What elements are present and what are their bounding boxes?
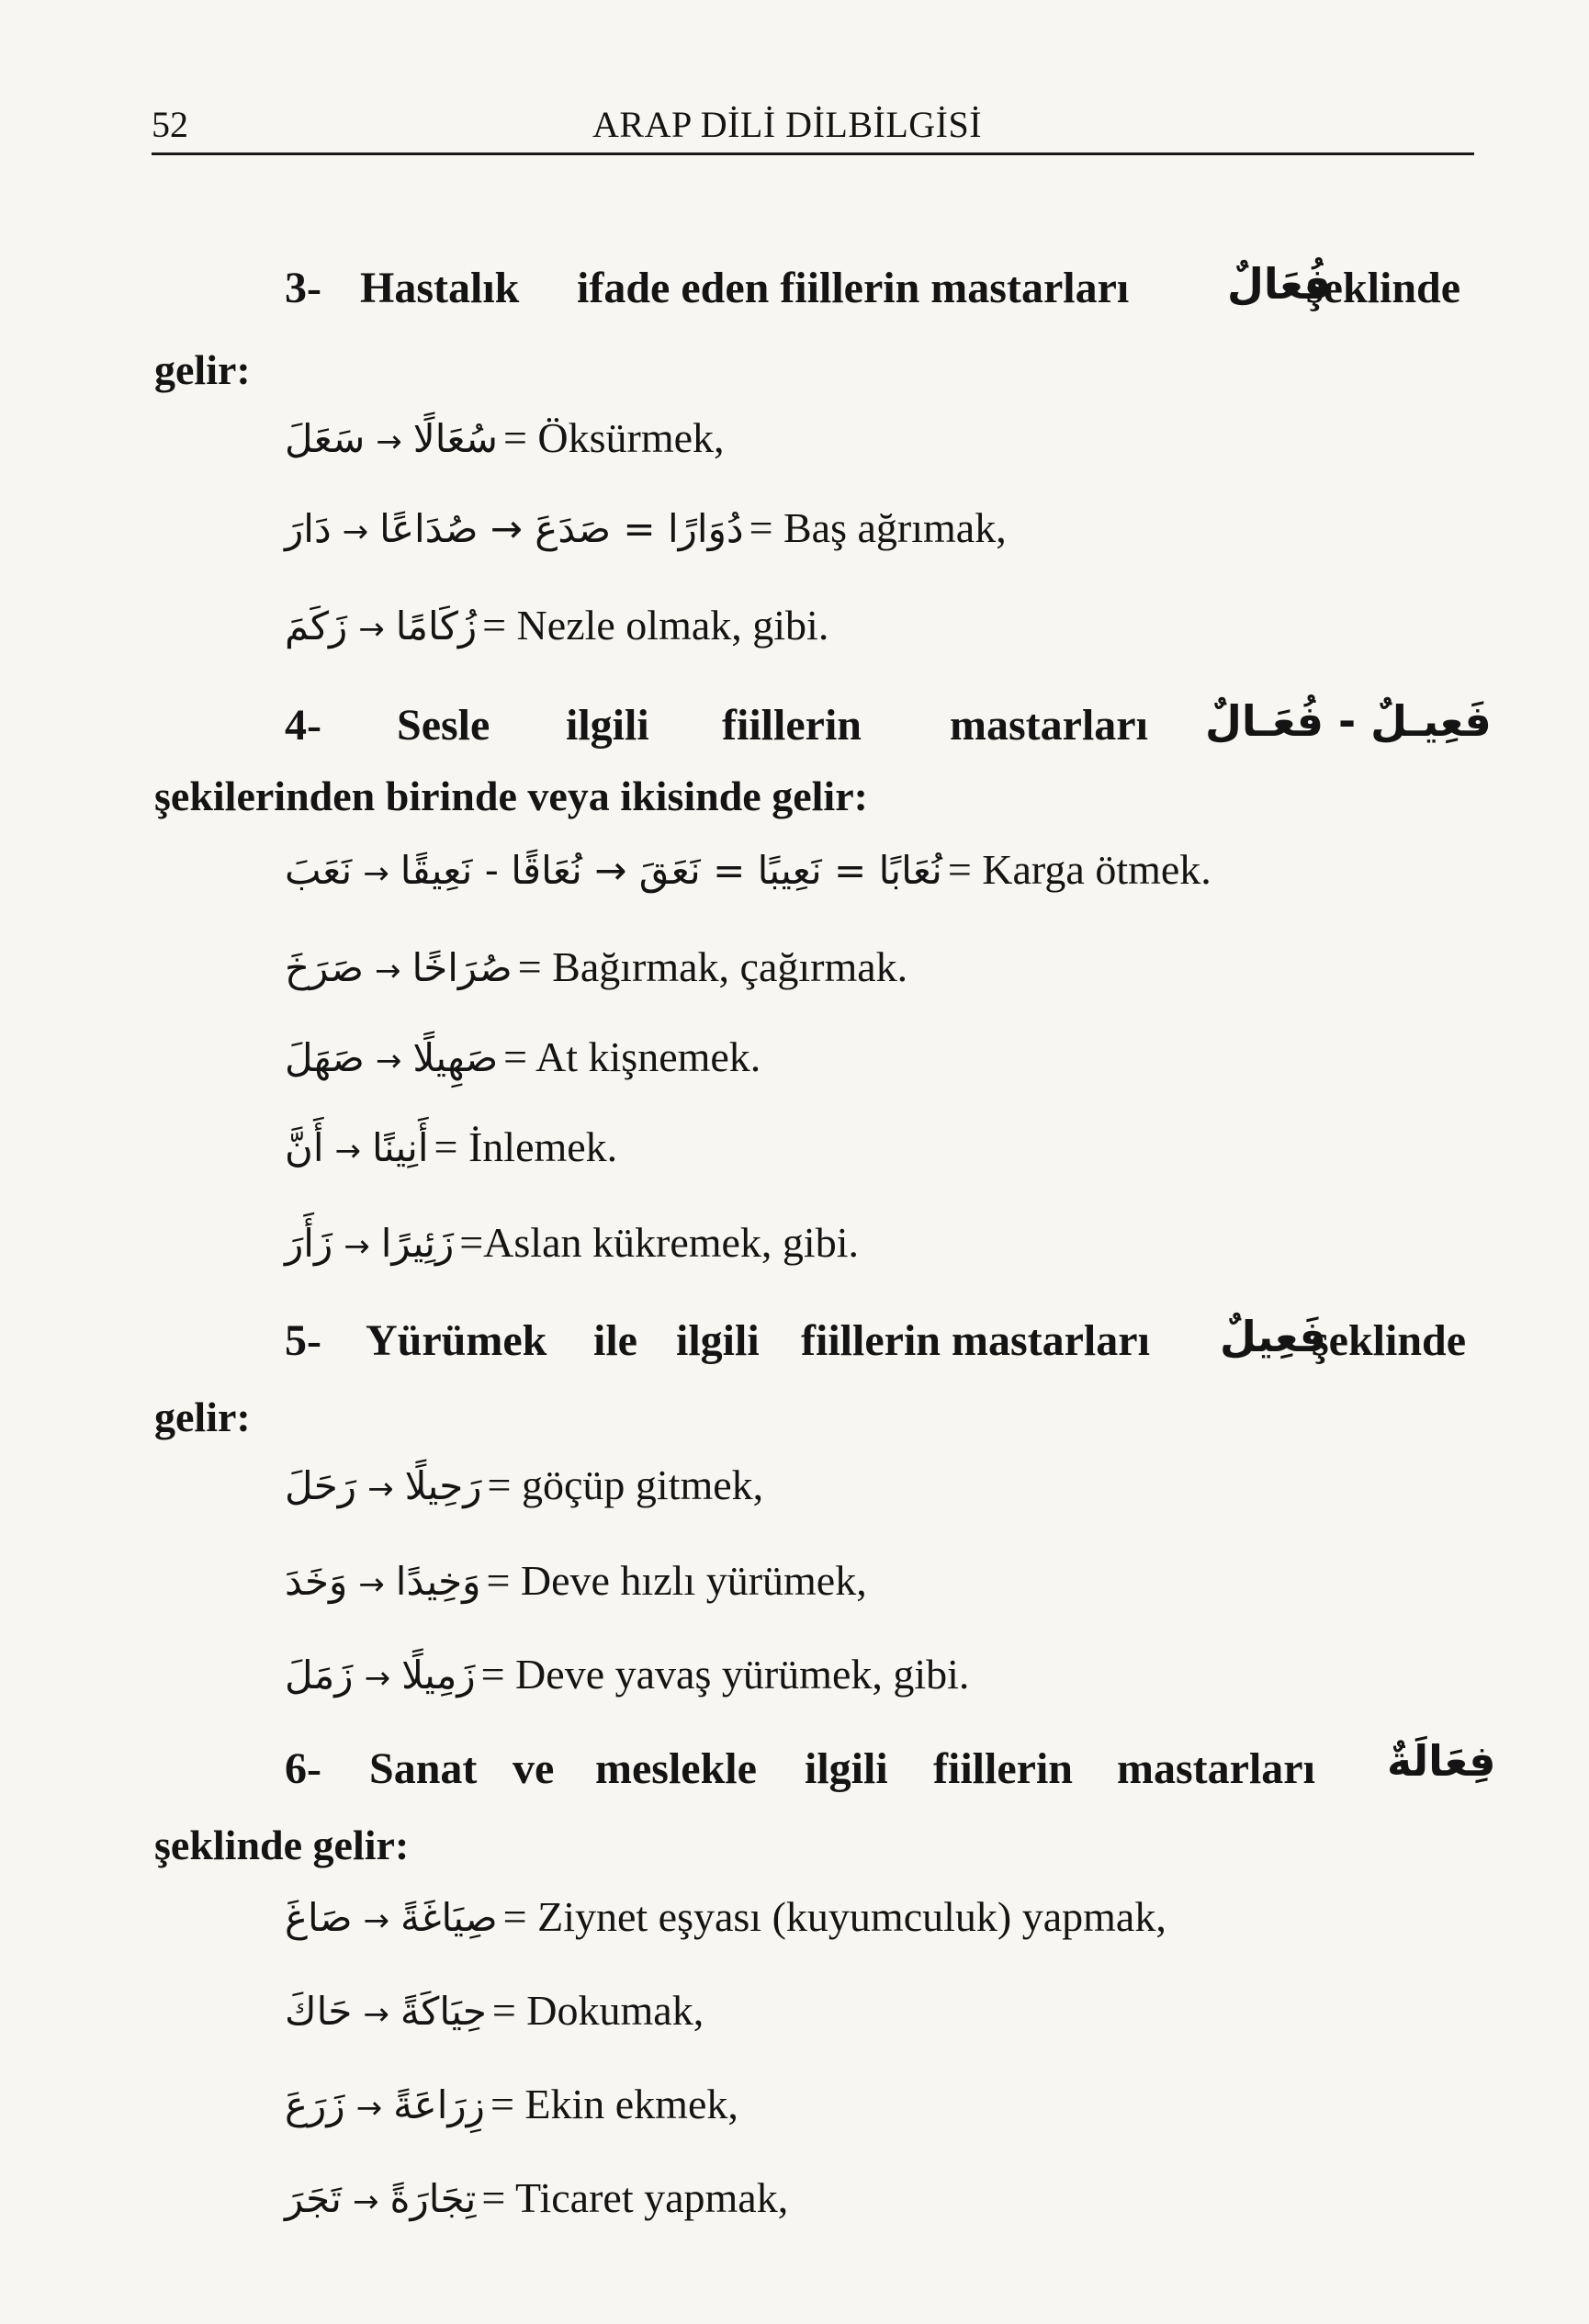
arrow-icon: → [352,2183,379,2220]
example-row [285,1556,867,1622]
example-row [285,1461,763,1527]
section-4-heading [0,696,1589,764]
masdar-arabic: صَهِيلًا [412,1035,499,1080]
arrow-icon: → [344,1228,370,1265]
verb-arabic: سَعَلَ [285,416,366,461]
verb-arabic: صَرَخَ [285,945,364,990]
running-title: ARAP DİLİ DİLBİLGİSİ [592,104,983,145]
verb-arabic: رَحَلَ [285,1463,357,1508]
arrow-icon: → [363,1902,390,1939]
pattern-arabic: فَعِيـلٌ - فُعَـالٌ [1205,696,1492,746]
masdar-arabic: رَحِيلًا [404,1463,482,1508]
verb-arabic: نَعَبَ [285,848,353,893]
verb-arabic: زَأَرَ [285,1221,333,1266]
pattern-arabic: فَعِيلٌ [1220,1312,1326,1361]
example-row [285,845,1211,911]
meaning-text: = Ekin ekmek, [490,2081,738,2127]
section-4-continuation: şekilerinden birinde veya ikisinde gelir: [154,773,868,819]
example-row [285,1986,704,2052]
verb-arabic: زَرَعَ [285,2082,345,2127]
meaning-text: =Aslan kükremek, gibi. [459,1219,859,1266]
heading-word: mastarları [1117,1744,1315,1793]
verb-arabic: أَنَّ [285,1125,324,1170]
verb-arabic: زَمَلَ [285,1653,354,1698]
section-5-heading [0,1312,1589,1380]
pattern-arabic: فُعَالٌ [1227,259,1332,309]
meaning-text: = Dokumak, [491,1987,704,2034]
heading-word: fiillerin mastarları [801,1316,1150,1365]
meaning-text: = Ticaret yapmak, [481,2174,789,2221]
meaning-text: = göçüp gitmek, [487,1461,764,1508]
masdar-arabic: صُرَاخًا [411,945,513,990]
verb-arabic: دَارَ [285,506,332,551]
arrow-icon: → [364,1660,391,1697]
example-row [285,2080,738,2146]
meaning-text: = Nezle olmak, gibi. [482,602,829,649]
section-number: 5- [285,1316,321,1365]
example-row [285,1123,617,1189]
masdar-arabic: تِجَارَةً [389,2176,477,2221]
masdar-arabic: وَخِيدًا [395,1559,481,1604]
masdar-arabic: أَنِينًا [372,1125,429,1170]
masdar-arabic: زُكَامًا [395,604,478,649]
heading-word: meslekle [595,1744,757,1793]
arrow-icon: → [358,611,385,648]
example-row [285,1892,1166,1958]
heading-word: ilgili [676,1316,760,1365]
heading-word: ilgili [805,1744,888,1793]
example-row [285,1218,859,1284]
masdar-arabic: زَمِيلًا [401,1653,476,1698]
arrow-icon: → [355,2090,383,2127]
example-row [285,1650,969,1716]
section-3-continuation: gelir: [154,346,251,393]
example-row [285,503,1007,570]
arrow-icon: → [358,1566,385,1603]
heading-word: ile [593,1316,637,1365]
masdar-arabic: حِيَاكَةً [400,1989,487,2034]
section-number: 4- [285,701,321,750]
verb-arabic: صَهَلَ [285,1035,365,1080]
masdar-arabic: زَئِيرًا [380,1221,455,1266]
meaning-text: = Deve hızlı yürümek, [486,1557,867,1604]
heading-word: şeklinde [1306,264,1461,312]
arrow-icon: → [334,1133,362,1169]
meaning-text: = Bağırmak, çağırmak. [517,943,908,990]
masdar-arabic: سُعَالًا [412,416,498,461]
verb-arabic: وَخَدَ [285,1559,348,1604]
heading-word: şeklinde [1312,1316,1467,1365]
heading-word: mastarları [950,701,1148,750]
arrow-icon: → [367,1471,394,1507]
masdar-arabic: نُعَابًا = نَعِيبًا = نَعَقَ → نُعَاقًا - نَعِيقًا [400,848,942,893]
heading-word: Hastalık [360,264,520,312]
arrow-icon: → [376,423,402,460]
example-row [285,942,907,1009]
section-number: 3- [285,264,321,312]
heading-word: fiillerin [933,1744,1073,1793]
section-3-heading [0,259,1589,327]
verb-arabic: تَجَرَ [285,2176,342,2221]
meaning-text: = Baş ağrımak, [749,504,1007,551]
heading-word: ilgili [566,701,649,750]
arrow-icon: → [363,1996,389,2033]
page-number: 52 [152,104,188,145]
masdar-arabic: دُوَارًا = صَدَعَ → صُدَاعًا [379,506,744,551]
example-row [285,2173,788,2239]
verb-arabic: حَاكَ [285,1989,353,2034]
verb-arabic: زَكَمَ [285,604,348,649]
example-row [285,601,828,667]
heading-word: Sesle [397,701,490,750]
meaning-text: = Ziynet eşyası (kuyumculuk) yapmak, [502,1893,1166,1940]
heading-word: Sanat [369,1744,478,1793]
heading-word: ve [513,1744,555,1793]
meaning-text: = İnlemek. [434,1123,618,1170]
example-row [285,413,725,479]
masdar-arabic: زِرَاعَةً [393,2082,485,2127]
masdar-arabic: صِيَاغَةً [400,1895,498,1940]
pattern-arabic: فِعَالَةٌ [1387,1736,1496,1786]
meaning-text: = Deve yavaş yürümek, gibi. [480,1651,970,1698]
arrow-icon: → [342,513,369,550]
heading-word: ifade eden fiillerin mastarları [577,264,1130,312]
arrow-icon: → [363,855,389,892]
running-header [152,103,1474,155]
meaning-text: = Öksürmek, [502,414,725,461]
arrow-icon: → [374,953,401,989]
section-number: 6- [285,1744,321,1793]
verb-arabic: صَاغَ [285,1895,353,1940]
heading-word: fiillerin [722,701,862,750]
heading-word: Yürümek [366,1316,547,1365]
arrow-icon: → [375,1043,402,1079]
example-row [285,1032,761,1099]
section-6-heading [0,1736,1589,1808]
section-5-continuation: gelir: [154,1393,251,1440]
section-6-continuation: şeklinde gelir: [154,1822,410,1868]
meaning-text: = Karga ötmek. [947,846,1211,893]
meaning-text: = At kişnemek. [503,1033,761,1080]
